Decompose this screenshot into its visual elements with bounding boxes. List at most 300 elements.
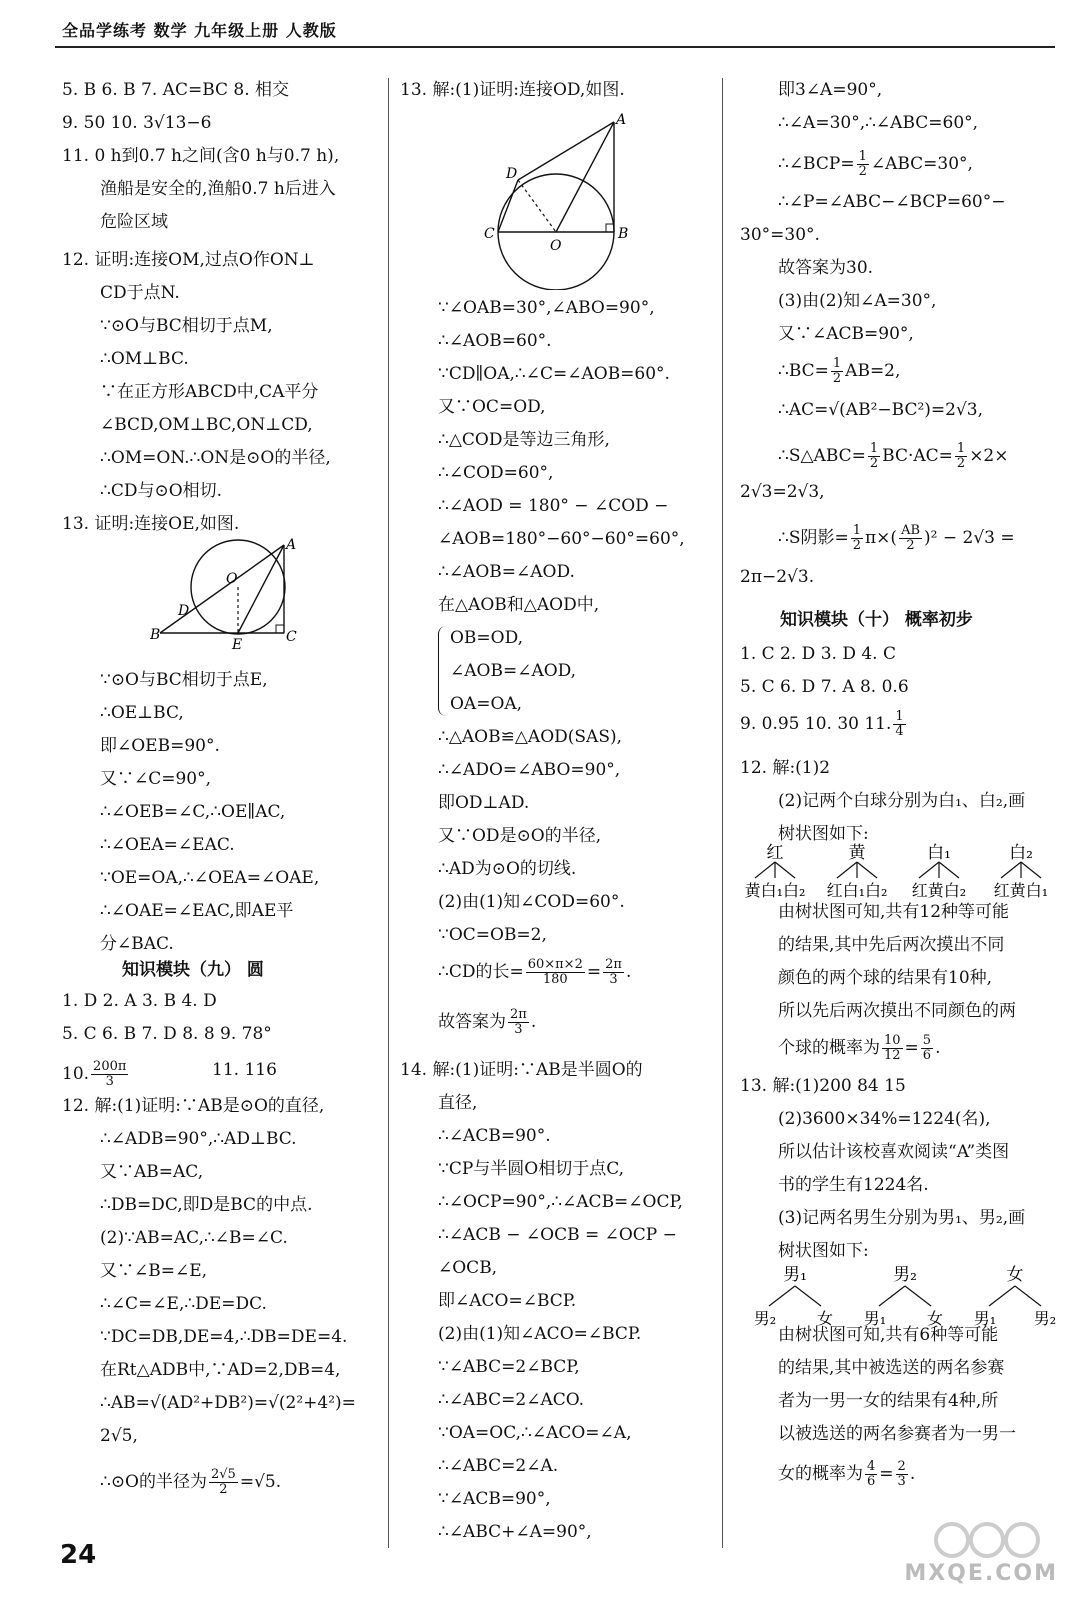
tree-leaf: 红黄白₂	[911, 881, 967, 900]
text-line	[740, 225, 820, 245]
line-text: 11. 0 h到0.7 h之间(含0 h与0.7 h),	[62, 146, 340, 166]
line-text: 树状图如下:	[778, 824, 869, 844]
line-text: 渔船是安全的,渔船0.7 h后进入	[100, 179, 336, 199]
tree-root: 白₂	[1009, 843, 1033, 863]
line-text: ∴∠ACB − ∠OCB = ∠OCP −	[438, 1225, 677, 1245]
line-text: 又∵AB=AC,	[100, 1162, 204, 1182]
text-line	[100, 1327, 347, 1347]
text-line	[400, 1060, 643, 1080]
line-text: ∴∠A=30°,∴∠ABC=60°,	[778, 113, 979, 133]
line-text: 13. 解:(1)200 84 15	[740, 1076, 906, 1096]
text-line	[438, 760, 620, 780]
tree-branch	[1021, 862, 1041, 878]
denominator: 2	[219, 1482, 228, 1497]
text-line	[778, 1001, 1016, 1021]
text-line	[62, 113, 211, 133]
line-text: 者为一男一女的结果有4种,所	[778, 1391, 999, 1411]
tree-leaf: 男₂	[1033, 1309, 1057, 1328]
text-line	[62, 250, 315, 270]
tree-leaf: 红黄白₁	[993, 881, 1049, 900]
text-line	[778, 324, 914, 344]
text-line	[100, 802, 285, 822]
fig1-label-a: A	[286, 537, 297, 553]
text-line	[778, 902, 1009, 922]
text-line	[438, 892, 625, 912]
tree-root: 白₁	[927, 843, 951, 863]
text-line	[438, 1159, 624, 1179]
watermark: MXQE.COM	[904, 1561, 1058, 1586]
text-line	[438, 1489, 551, 1509]
line-text: 12. 证明:连接OM,过点O作ON⊥	[62, 250, 315, 270]
line-text: 5. C 6. B 7. D 8. 8 9. 78°	[62, 1024, 272, 1044]
line-text: 的结果,其中先后两次摸出不同	[778, 935, 1005, 955]
line-text: 由树状图可知,共有12种等可能	[778, 902, 1010, 922]
line-text: ∴∠ADO=∠ABO=90°,	[438, 760, 621, 780]
line-text: 颜色的两个球的结果有10种,	[778, 968, 993, 988]
denominator: 6	[922, 1048, 932, 1063]
line-text: ∴CD的长=	[438, 962, 524, 982]
line-text: ∴∠OEB=∠C,∴OE∥AC,	[100, 802, 286, 822]
line-text: (2)∵AB=AC,∴∠B=∠C.	[100, 1228, 288, 1248]
line-text: ∠AOB=∠AOD,	[450, 661, 577, 681]
text-line	[62, 146, 339, 166]
fig1-label-b: B	[150, 627, 161, 643]
text-line	[740, 482, 825, 502]
text-line	[450, 628, 523, 648]
denominator: 3	[105, 1074, 114, 1089]
text-line	[778, 1034, 940, 1063]
tree-leaf: 黄白₁白₂	[745, 881, 806, 900]
tree-diagram-students	[745, 1262, 1065, 1332]
text-line	[778, 192, 1005, 212]
line-text: (2)由(1)知∠ACO=∠BCP.	[438, 1324, 642, 1344]
section-title-9	[122, 960, 264, 980]
text-line	[438, 727, 622, 747]
tree-leaf: 男₁	[863, 1309, 887, 1328]
denominator: 12	[884, 1048, 901, 1063]
tree-leaf: 男₂	[753, 1309, 777, 1328]
text-line	[100, 736, 220, 756]
section-title-10	[780, 610, 973, 630]
text-line	[450, 694, 522, 714]
line-text: ∴∠ADB=90°,∴AD⊥BC.	[100, 1129, 297, 1149]
text-line	[100, 1294, 267, 1314]
text-line	[438, 793, 529, 813]
text-line	[62, 991, 217, 1011]
numerator: 1	[858, 149, 867, 164]
line-text: 13. 解:(1)证明:连接OD,如图.	[400, 80, 625, 100]
line-text: (2)3600×34%=1224(名),	[778, 1109, 991, 1129]
line-text: (2)记两个白球分别为白₁、白₂,画	[778, 791, 1026, 811]
line-text: 由树状图可知,共有6种等可能	[778, 1325, 999, 1345]
text-line	[438, 1258, 497, 1278]
fraction	[91, 1060, 128, 1089]
numerator: 2π	[605, 957, 622, 972]
tree-root: 女	[1006, 1265, 1024, 1285]
text-line	[740, 677, 909, 697]
text-line	[62, 1060, 130, 1089]
text-line	[778, 1175, 929, 1195]
line-text: 知识模块（九） 圆	[122, 960, 264, 980]
text-line	[740, 1076, 906, 1096]
line-text: OB=OD,	[450, 628, 524, 648]
page-header: 全品学练考 数学 九年级上册 人教版	[62, 21, 337, 40]
text-line	[778, 442, 1009, 471]
line-text: ∴DB=DC,即D是BC的中点.	[100, 1195, 313, 1215]
line-text: 在Rt△ADB中,∵AD=2,DB=4,	[100, 1360, 341, 1380]
line-text: ∵⊙O与BC相切于点M,	[100, 316, 273, 336]
text-line	[778, 524, 1015, 553]
line-text: 12. 解:(1)证明:∵AB是⊙O的直径,	[62, 1096, 325, 1116]
denominator: 2	[832, 371, 842, 386]
numerator: 200π	[93, 1059, 127, 1074]
numerator: 2√5	[211, 1467, 236, 1482]
line-text: 即∠OEB=90°.	[100, 736, 220, 756]
tree-leaf: 红白₁白₂	[826, 881, 888, 900]
numerator: 1	[895, 709, 904, 724]
tree-branch	[1015, 1286, 1041, 1306]
line-text: 30°=30°.	[740, 225, 820, 245]
text-line	[438, 595, 599, 615]
fraction	[868, 442, 880, 471]
text-line	[100, 283, 180, 303]
numerator: 1	[832, 356, 842, 371]
line-text: 即3∠A=90°,	[778, 80, 883, 100]
line-text: ∵∠ABC=2∠BCP,	[438, 1357, 580, 1377]
fig2-label-c: C	[484, 226, 495, 242]
text-line	[100, 316, 273, 336]
text-line	[100, 349, 189, 369]
text-line	[778, 1424, 1016, 1444]
line-text: ∵∠OAB=30°,∠ABO=90°,	[438, 298, 655, 318]
fraction	[603, 958, 624, 987]
line-text: 知识模块（十） 概率初步	[780, 610, 973, 630]
denominator: 6	[867, 1474, 876, 1489]
fraction	[865, 1460, 877, 1489]
line-text: 又∵∠ACB=90°,	[778, 324, 914, 344]
line-text: 所以估计该校喜欢阅读“A”类图	[778, 1142, 1010, 1162]
text-line	[778, 1208, 1025, 1228]
tree-branch	[795, 1286, 821, 1306]
text-line	[62, 1096, 324, 1116]
denominator: 2	[956, 456, 966, 471]
text-line	[100, 212, 168, 232]
text-line	[740, 567, 814, 587]
tree-branch	[939, 862, 959, 878]
text-line	[778, 1109, 991, 1129]
fraction	[882, 1034, 903, 1063]
symbol: .	[909, 1464, 916, 1484]
fraction	[508, 1008, 529, 1037]
text-line	[438, 1192, 683, 1212]
line-text: ∵OE=OA,∴∠OEA=∠OAE,	[100, 868, 320, 888]
fraction	[526, 958, 585, 987]
line-text: ∴S△ABC=	[778, 446, 866, 466]
line-text: 故答案为30.	[778, 258, 874, 278]
line-text: 所以先后两次摸出不同颜色的两	[778, 1001, 1016, 1021]
text-line	[438, 1008, 536, 1037]
text-line	[100, 835, 235, 855]
inline-text: )² − 2√3 =	[924, 528, 1015, 548]
text-line	[100, 179, 336, 199]
fig1-label-c: C	[286, 629, 297, 645]
line-text: ∴∠COD=60°,	[438, 463, 554, 483]
text-line	[438, 1423, 631, 1443]
text-line	[100, 1426, 138, 1446]
text-line	[100, 1261, 207, 1281]
system-brace	[438, 626, 447, 716]
line-text: 5. C 6. D 7. A 8. 0.6	[740, 677, 909, 697]
line-text: 直径,	[438, 1093, 478, 1113]
page-number: 24	[60, 1540, 97, 1570]
text-line	[400, 80, 625, 100]
fig2-label-b: B	[618, 226, 629, 242]
line-text: CD于点N.	[100, 283, 180, 303]
line-text: 9. 50 10. 3√13−6	[62, 113, 212, 133]
line-text: ∴∠P=∠ABC−∠BCP=60°−	[778, 192, 1006, 212]
line-text: ∴OM⊥BC.	[100, 349, 189, 369]
text-line	[778, 791, 1025, 811]
fig1-label-e: E	[232, 637, 243, 653]
fraction	[209, 1468, 238, 1497]
fraction	[899, 524, 922, 553]
text-line	[438, 1093, 477, 1113]
inline-text: BC·AC=	[882, 446, 953, 466]
line-text: 9. 0.95 10. 30 11.	[740, 714, 892, 734]
line-text: ∴∠AOB=∠AOD.	[438, 562, 575, 582]
text-line	[100, 481, 222, 501]
tree-branch	[837, 862, 857, 878]
symbol: .	[530, 1012, 537, 1032]
text-line	[438, 496, 668, 516]
text-line	[212, 1060, 277, 1080]
figure-circle-tangent-d	[478, 110, 638, 290]
denominator: 4	[895, 724, 904, 739]
line-text: ∴∠C=∠E,∴DE=DC.	[100, 1294, 267, 1314]
numerator: 60×π×2	[527, 957, 583, 972]
fig2-label-a: A	[616, 112, 627, 128]
text-line	[438, 298, 655, 318]
text-line	[778, 1241, 869, 1261]
text-line	[62, 1024, 272, 1044]
denominator: 180	[542, 972, 568, 987]
tree-leaf: 男₁	[973, 1309, 997, 1328]
tree-root: 男₂	[893, 1265, 917, 1285]
line-text: ∴AB=√(AD²+DB²)=√(2²+4²)=	[100, 1393, 356, 1413]
text-line	[778, 400, 983, 420]
fig2-label-d: D	[506, 166, 518, 182]
text-line	[778, 113, 978, 133]
text-line	[438, 1225, 677, 1245]
text-line	[438, 331, 552, 351]
fig1-label-d: D	[178, 603, 190, 619]
line-text: ∴∠AOD = 180° − ∠COD −	[438, 496, 669, 516]
numerator: 2π	[510, 1007, 527, 1022]
text-line	[100, 934, 174, 954]
text-line	[740, 758, 830, 778]
numerator: AB	[901, 523, 921, 538]
line-text: 的结果,其中被选送的两名参赛	[778, 1358, 1005, 1378]
text-line	[438, 958, 631, 987]
denominator: 2	[906, 538, 915, 553]
text-line	[438, 529, 685, 549]
symbol: .	[625, 962, 632, 982]
text-line	[778, 1460, 915, 1489]
tree-root: 男₁	[783, 1265, 807, 1285]
fig1-label-o: O	[226, 571, 238, 587]
line-text: ∵OA=OC,∴∠ACO=∠A,	[438, 1423, 632, 1443]
numerator: 1	[852, 523, 861, 538]
text-line	[438, 430, 610, 450]
line-text: 个球的概率为	[778, 1038, 880, 1058]
text-line	[438, 925, 547, 945]
line-text: ∴∠BCP=	[778, 154, 855, 174]
tree-branch	[857, 862, 877, 878]
tree-root: 黄	[848, 843, 866, 863]
line-text: 女的概率为	[778, 1464, 863, 1484]
line-text: 分∠BAC.	[100, 934, 174, 954]
text-line	[450, 661, 576, 681]
tree-root: 红	[766, 843, 784, 863]
denominator: 3	[897, 1474, 906, 1489]
line-text: ∴∠OAE=∠EAC,即AE平	[100, 901, 294, 921]
text-line	[778, 935, 1004, 955]
line-text: ∴S阴影=	[778, 528, 849, 548]
line-text: ∴∠ABC+∠A=90°,	[438, 1522, 592, 1542]
line-text: ∵在正方形ABCD中,CA平分	[100, 382, 319, 402]
symbol: =	[904, 1038, 919, 1058]
text-line	[438, 1522, 592, 1542]
denominator: 2	[869, 456, 879, 471]
inline-text: π×(	[865, 528, 898, 548]
text-line	[778, 80, 882, 100]
line-text: 13. 证明:连接OE,如图.	[62, 514, 240, 534]
line-text: 10.	[62, 1064, 90, 1084]
symbol: =	[879, 1464, 894, 1484]
inline-text: =√5.	[239, 1472, 282, 1492]
symbol: .	[935, 1038, 941, 1058]
line-text: ∴∠OEA=∠EAC.	[100, 835, 235, 855]
inline-text: ∠ABC=30°,	[870, 154, 973, 174]
line-text: ∴∠ACB=90°.	[438, 1126, 551, 1146]
line-text: 5. B 6. B 7. AC=BC 8. 相交	[62, 80, 290, 100]
text-line	[778, 258, 873, 278]
text-line	[438, 463, 553, 483]
text-line	[438, 562, 575, 582]
line-text: 2π−2√3.	[740, 567, 815, 587]
text-line	[778, 1142, 1009, 1162]
numerator: 10	[884, 1033, 901, 1048]
fraction	[831, 357, 843, 386]
header-rule	[55, 46, 1055, 48]
text-line	[438, 1390, 584, 1410]
text-line	[438, 1456, 558, 1476]
tree-branch	[879, 1286, 905, 1306]
text-line	[778, 150, 973, 179]
line-text: ∴∠OCP=90°,∴∠ACB=∠OCP,	[438, 1192, 683, 1212]
watermark-logo-icon	[932, 1520, 1042, 1560]
line-text: ∴△AOB≌△AOD(SAS),	[438, 727, 622, 747]
inline-text: AB=2,	[845, 361, 901, 381]
line-text: 1. C 2. D 3. D 4. C	[740, 644, 896, 664]
line-text: ∴BC=	[778, 361, 829, 381]
text-line	[740, 644, 896, 664]
line-text: ∴△COD是等边三角形,	[438, 430, 610, 450]
fraction	[921, 1034, 933, 1063]
denominator: 2	[858, 164, 867, 179]
line-text: 又∵∠B=∠E,	[100, 1261, 208, 1281]
text-line	[100, 901, 293, 921]
numerator: 2	[897, 1459, 906, 1474]
line-text: ∵⊙O与BC相切于点E,	[100, 670, 268, 690]
text-line	[100, 1468, 281, 1497]
text-line	[100, 703, 184, 723]
line-text: 1. D 2. A 3. B 4. D	[62, 991, 217, 1011]
text-line	[438, 826, 601, 846]
text-line	[438, 859, 576, 879]
line-text: ∵DC=DB,DE=4,∴DB=DE=4.	[100, 1327, 348, 1347]
text-line	[100, 448, 331, 468]
tree-diagram-balls	[745, 840, 1065, 904]
line-text: ∴OE⊥BC,	[100, 703, 184, 723]
denominator: 2	[852, 538, 861, 553]
text-line	[438, 1126, 551, 1146]
line-text: 以被选送的两名参赛者为一男一	[778, 1424, 1016, 1444]
text-line	[778, 1391, 998, 1411]
text-line	[778, 968, 992, 988]
tree-branch	[989, 1286, 1015, 1306]
inline-text: ×2×	[969, 446, 1009, 466]
text-line	[100, 382, 318, 402]
tree-branch	[905, 1286, 931, 1306]
fraction	[896, 1460, 908, 1489]
tree-branch	[775, 862, 795, 878]
numerator: 5	[922, 1033, 932, 1048]
line-text: ∠BCD,OM⊥BC,ON⊥CD,	[100, 415, 313, 435]
line-text: 即OD⊥AD.	[438, 793, 530, 813]
text-line	[438, 1291, 576, 1311]
line-text: ∴CD与⊙O相切.	[100, 481, 223, 501]
figure-circle-tangent-e	[150, 535, 300, 655]
text-line	[62, 80, 289, 100]
column-divider-1	[388, 78, 389, 1548]
line-text: ∴∠AOB=60°.	[438, 331, 552, 351]
tree-branch	[755, 862, 775, 878]
line-text: 危险区域	[100, 212, 168, 232]
line-text: OA=OA,	[450, 694, 523, 714]
text-line	[100, 1393, 356, 1413]
line-text: 又∵∠C=90°,	[100, 769, 212, 789]
text-line	[100, 1360, 340, 1380]
line-text: ∵OC=OB=2,	[438, 925, 547, 945]
text-line	[438, 397, 546, 417]
line-text: ∠OCB,	[438, 1258, 498, 1278]
text-line	[62, 514, 239, 534]
text-line	[778, 1358, 1004, 1378]
text-line	[100, 670, 268, 690]
text-line	[100, 1195, 312, 1215]
text-line	[100, 415, 313, 435]
tree-branch	[919, 862, 939, 878]
line-text: ∴⊙O的半径为	[100, 1472, 207, 1492]
text-line	[100, 769, 211, 789]
line-text: ∴AC=√(AB²−BC²)=2√3,	[778, 400, 984, 420]
line-text: ∵∠ACB=90°,	[438, 1489, 551, 1509]
numerator: 4	[867, 1459, 876, 1474]
line-text: 书的学生有1224名.	[778, 1175, 929, 1195]
text-line	[100, 868, 319, 888]
line-text: ∠AOB=180°−60°−60°=60°,	[438, 529, 685, 549]
